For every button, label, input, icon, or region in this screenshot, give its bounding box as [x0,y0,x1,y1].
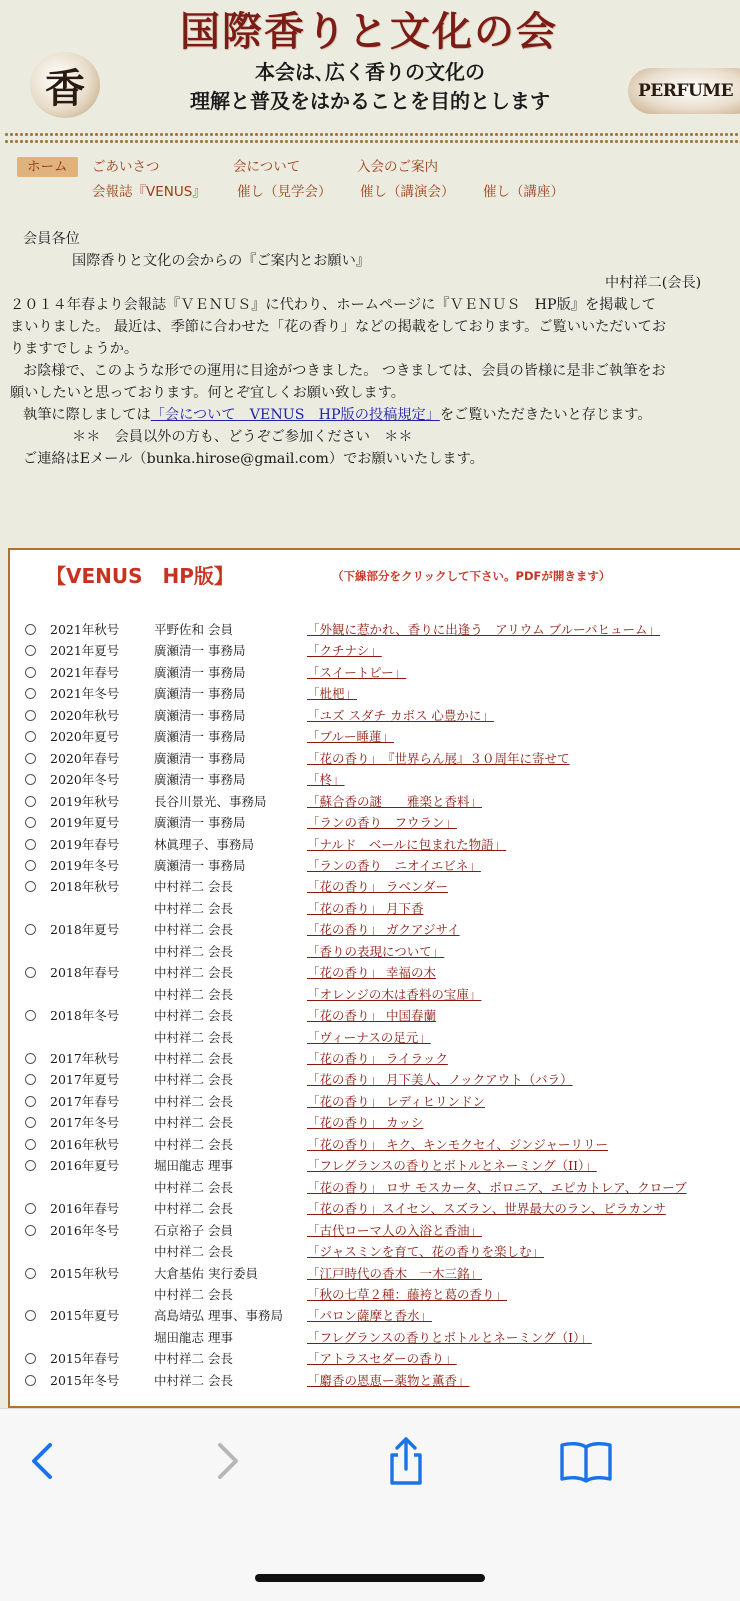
venus-author: 廣瀬清一 事務局 [154,772,246,788]
venus-issue: 2015年夏号 [50,1308,120,1324]
venus-row [10,1069,730,1090]
notice-contact: ご連絡はEメール（bunka.hirose@gmail.com）でお願いいたします。 [23,451,484,467]
venus-issue: 2018年秋号 [50,879,120,895]
circle-bullet-icon [25,1310,36,1321]
venus-hint: （下線部分をクリックして下さい。PDFが開きます） [332,569,611,583]
venus-author: 中村祥二 会長 [154,1286,233,1302]
venus-article-link[interactable]: 「蘇合香の謎 雅楽と香料」 [307,793,483,809]
venus-author: 堀田龍志 理事 [154,1158,233,1174]
venus-author: 高島靖弘 理事、事務局 [154,1308,283,1324]
venus-article-link[interactable]: 「花の香り」 カッシ [307,1115,424,1131]
venus-article-link[interactable]: 「クチナシ」 [307,643,382,659]
dotted-divider [4,132,740,137]
venus-article-link[interactable]: 「外観に惹かれ、香りに出逢う アリウム ブルーパヒューム」 [307,622,660,637]
venus-issue: 2020年秋号 [50,707,120,723]
venus-row [10,1198,730,1219]
venus-author: 中村祥二 会長 [154,1244,233,1260]
circle-bullet-icon [25,860,36,871]
venus-article-link[interactable]: 「花の香り」 中国春蘭 [307,1008,436,1024]
perfume-logo: PERFUME [628,68,740,114]
venus-author: 廣瀬清一 事務局 [154,643,246,659]
venus-article-link[interactable]: 「花の香り」 レディヒリンドン [307,1093,485,1109]
venus-row [10,1048,730,1069]
venus-row [10,1348,730,1369]
circle-bullet-icon [25,667,36,678]
notice-text: 願いしたいと思っております。何とぞ宜しくお願い致します。 [10,385,405,401]
venus-issue: 2017年春号 [50,1093,120,1109]
notice-guest-note: ＊＊ 会員以外の方も、どうぞご参加ください ＊＊ [72,429,413,445]
venus-issue: 2018年春号 [50,965,120,981]
venus-article-link[interactable]: 「アトラスセダーの香り」 [307,1351,457,1367]
venus-article-link[interactable]: 「ユズ スダチ カボス 心豊かに」 [307,707,494,723]
nav-home[interactable]: ホーム [17,157,78,177]
notice-text: まいりました。 最近は、季節に合わせた「花の香り」などの掲載をしております。ご覧いいただいてお [10,319,667,335]
venus-article-link[interactable]: 「スイートピー」 [307,664,407,680]
venus-row [10,1155,730,1176]
venus-author: 中村祥二 会長 [154,1115,233,1131]
venus-article-link[interactable]: 「ランの香り ニオイエビネ」 [307,857,481,873]
home-indicator [255,1574,485,1582]
circle-bullet-icon [25,796,36,807]
circle-bullet-icon [25,1053,36,1064]
venus-issue: 2019年冬号 [50,857,120,873]
tagline-line-2: 理解と普及をはかることを目的とします [190,89,550,113]
notice-text: 執筆に際しましては [23,407,151,423]
venus-row [10,748,730,769]
venus-author: 廣瀬清一 事務局 [154,664,246,680]
venus-issue: 2016年夏号 [50,1158,120,1174]
venus-article-link[interactable]: 「パロン薩摩と香水」 [307,1308,433,1324]
chevron-left-icon [16,1433,72,1489]
circle-bullet-icon [25,1096,36,1107]
venus-row [10,855,730,876]
venus-issue: 2019年秋号 [50,793,120,809]
venus-row [10,898,730,919]
venus-row [10,834,730,855]
venus-row [10,1112,730,1133]
nav-event-tour[interactable]: 催し（見学会） [237,184,332,200]
notice-text: りますでしょうか。 [10,341,139,357]
venus-row [10,1091,730,1112]
site-title: 国際香りと文化の会 [180,8,558,55]
venus-row [10,1027,730,1048]
venus-row [10,1305,730,1326]
circle-bullet-icon [25,839,36,850]
nav-join[interactable]: 入会のご案内 [357,159,438,175]
circle-bullet-icon [25,624,36,635]
venus-author: 中村祥二 会長 [154,922,233,938]
venus-row [10,876,730,897]
browser-toolbar [0,1408,740,1601]
venus-article-link[interactable]: 「花の香り」 ロサ モスカータ、ボロニア、エピカトレア、クローブ [307,1179,687,1195]
venus-issue: 2021年夏号 [50,643,120,659]
venus-article-link[interactable]: 「オレンジの木は香料の宝庫」 [307,986,482,1002]
venus-article-link[interactable]: 「ナルド ベールに包まれた物語」 [307,836,507,852]
venus-row [10,1177,730,1198]
venus-author: 廣瀬清一 事務局 [154,707,246,723]
venus-author: 大倉基佑 実行委員 [154,1265,258,1281]
circle-bullet-icon [25,774,36,785]
venus-author: 中村祥二 会長 [154,1179,233,1195]
posting-rules-link[interactable]: 「会について VENUS HP版の投稿規定」 [150,407,440,423]
venus-author: 廣瀬清一 事務局 [154,815,246,831]
circle-bullet-icon [25,1160,36,1171]
circle-bullet-icon [25,710,36,721]
venus-article-link[interactable]: 「花の香り」スイセン、スズラン、世界最大のラン、ピラカンサ [307,1201,666,1217]
venus-author: 中村祥二 会長 [154,1351,233,1367]
venus-article-link[interactable]: 「ランの香り フウラン」 [307,815,458,831]
notice-text: ２０１４年春より会報誌『ＶＥＮＵＳ』に代わり、ホームページに『ＶＥＮＵＳ HP版』を掲載して [10,297,656,313]
venus-row [10,1134,730,1155]
venus-author: 中村祥二 会長 [154,1072,233,1088]
venus-row [10,1327,730,1348]
circle-bullet-icon [25,645,36,656]
venus-row [10,1220,730,1241]
venus-panel [8,548,740,1408]
nav-event-course[interactable]: 催し（講座） [483,184,564,200]
notice-text: をご覧いただきたいと存じます。 [439,407,652,423]
venus-author: 中村祥二 会長 [154,943,233,959]
dotted-divider [4,139,740,144]
tagline-line-1: 本会は､広く香りの文化の [255,60,485,84]
book-icon [558,1433,614,1489]
circle-bullet-icon [25,1117,36,1128]
venus-author: 中村祥二 会長 [154,986,233,1002]
venus-row [10,705,730,726]
chevron-right-icon [198,1433,254,1489]
venus-author: 中村祥二 会長 [154,1372,233,1388]
venus-row [10,1370,730,1391]
share-icon [378,1433,434,1489]
venus-article-link[interactable]: 「ブルー睡蓮」 [307,729,395,745]
notice-salutation: 会員各位 [23,231,80,247]
tagline [190,58,550,116]
venus-issue: 2016年春号 [50,1201,120,1217]
venus-author: 中村祥二 会長 [154,879,233,895]
nav-event-lecture[interactable]: 催し（講演会） [360,184,455,200]
venus-article-link[interactable]: 「古代ローマ人の入浴と香油」 [307,1222,483,1238]
circle-bullet-icon [25,731,36,742]
venus-author: 廣瀬清一 事務局 [154,729,246,745]
venus-author: 廣瀬清一 事務局 [154,686,246,702]
venus-author: 中村祥二 会長 [154,1093,233,1109]
venus-article-link[interactable]: 「花の香り」 キク、キンモクセイ、ジンジャーリリー [307,1136,608,1152]
circle-bullet-icon [25,1375,36,1386]
circle-bullet-icon [25,1268,36,1279]
bookmarks-button[interactable] [558,1433,614,1489]
circle-bullet-icon [25,881,36,892]
venus-row [10,683,730,704]
venus-issue: 2017年冬号 [50,1115,120,1131]
venus-article-link[interactable]: 「柊」 [307,772,345,788]
site-header [0,0,740,136]
venus-article-link[interactable]: 「枇杷」 [307,686,358,702]
nav-venus[interactable]: 会報誌『VENUS』 [92,184,206,200]
circle-bullet-icon [25,753,36,764]
venus-issue: 2016年秋号 [50,1136,120,1152]
venus-issue: 2018年夏号 [50,922,120,938]
venus-row [10,984,730,1005]
venus-row [10,619,730,640]
venus-issue: 2016年冬号 [50,1222,120,1238]
venus-issue: 2020年春号 [50,750,120,766]
venus-issue: 2019年春号 [50,836,120,852]
venus-issue: 2017年秋号 [50,1051,120,1066]
venus-author: 長谷川景光、事務局 [154,793,267,809]
circle-bullet-icon [25,1139,36,1150]
circle-bullet-icon [25,967,36,978]
main-nav [0,154,740,204]
venus-article-link[interactable]: 「花の香り」 ラベンダー [307,879,448,895]
venus-row [10,919,730,940]
venus-article-link[interactable]: 「香りの表現について」 [307,943,445,959]
circle-bullet-icon [25,1353,36,1364]
venus-issue: 2015年春号 [50,1351,120,1367]
venus-issue: 2017年夏号 [50,1072,120,1088]
venus-article-link[interactable]: 「ヴィーナスの足元」 [307,1029,431,1045]
venus-row [10,791,730,812]
venus-row [10,726,730,747]
venus-article-link[interactable]: 「麝香の恩恵ー薬物と薫香」 [307,1372,470,1388]
venus-issue: 2021年冬号 [50,686,120,702]
venus-row [10,1005,730,1026]
notice-heading: 国際香りと文化の会からの『ご案内とお願い』 [72,253,370,269]
venus-author: 中村祥二 会長 [154,965,233,981]
venus-author: 廣瀬清一 事務局 [154,857,246,873]
venus-issue: 2015年冬号 [50,1372,120,1388]
venus-article-link[interactable]: 「ジャスミンを育て、花の香りを楽しむ」 [307,1244,545,1260]
venus-article-link[interactable]: 「花の香り」 月下美人、ノックアウト（バラ） [307,1072,573,1088]
venus-article-link[interactable]: 「江戸時代の香木 一木三銘」 [307,1265,483,1281]
venus-issue: 2020年冬号 [50,772,120,788]
venus-issue: 2020年夏号 [50,729,120,745]
venus-article-link[interactable]: 「花の香り」 月下香 [307,900,424,916]
circle-bullet-icon [25,817,36,828]
circle-bullet-icon [25,924,36,935]
venus-author: 中村祥二 会長 [154,1201,233,1217]
venus-row [10,662,730,683]
venus-author: 石京裕子 会員 [154,1222,233,1238]
venus-author: 平野佐和 会員 [154,622,233,637]
forward-button[interactable] [198,1433,254,1489]
kou-logo: 香 [30,52,100,118]
circle-bullet-icon [25,1010,36,1021]
nav-about[interactable]: 会について [233,159,301,175]
notice-section [0,228,740,470]
venus-author: 中村祥二 会長 [154,900,233,916]
venus-issue: 2021年秋号 [50,622,120,637]
venus-author: 林眞理子、事務局 [154,836,255,852]
venus-author: 廣瀬清一 事務局 [154,750,246,766]
venus-issue: 2019年夏号 [50,815,120,831]
venus-title: 【VENUS HP版】 [46,564,234,588]
circle-bullet-icon [25,1203,36,1214]
venus-row [10,1263,730,1284]
venus-author: 中村祥二 会長 [154,1136,233,1152]
venus-article-link[interactable]: 「花の香り」 ライラック [307,1051,448,1066]
venus-article-link[interactable]: 「花の香り」 幸福の木 [307,965,436,981]
notice-text: お陰様で、このような形での運用に目途がつきました。 つきましては、会員の皆様に是非ご執筆をお [23,363,666,379]
venus-row [10,812,730,833]
venus-issue: 2018年冬号 [50,1008,120,1024]
venus-author: 中村祥二 会長 [154,1051,233,1066]
venus-row [10,962,730,983]
venus-issue: 2015年秋号 [50,1265,120,1281]
nav-greeting[interactable]: ごあいさつ [92,159,160,175]
venus-author: 中村祥二 会長 [154,1029,233,1045]
venus-article-link[interactable]: 「花の香り」 ガクアジサイ [307,922,460,938]
venus-row [10,769,730,790]
venus-author: 中村祥二 会長 [154,1008,233,1024]
venus-row [10,1241,730,1262]
venus-article-link[interactable]: 「秋の七草２種：藤袴と葛の香り」 [307,1286,508,1302]
notice-signature: 中村祥二(会長) [605,275,702,291]
share-button[interactable] [378,1433,434,1489]
venus-article-link[interactable]: 「フレグランスの香りとボトルとネーミング（I）」 [307,1329,592,1345]
circle-bullet-icon [25,688,36,699]
back-button[interactable] [16,1433,72,1489]
venus-article-link[interactable]: 「フレグランスの香りとボトルとネーミング（II）」 [307,1158,597,1174]
notice-text [23,404,740,426]
venus-author: 堀田龍志 理事 [154,1329,233,1345]
venus-article-link[interactable]: 「花の香り」 『世界らん展』３０周年に寄せて [307,750,570,766]
venus-issue: 2021年春号 [50,664,120,680]
circle-bullet-icon [25,1225,36,1236]
venus-row [10,640,730,661]
venus-row [10,941,730,962]
circle-bullet-icon [25,1074,36,1085]
venus-row [10,1284,730,1305]
